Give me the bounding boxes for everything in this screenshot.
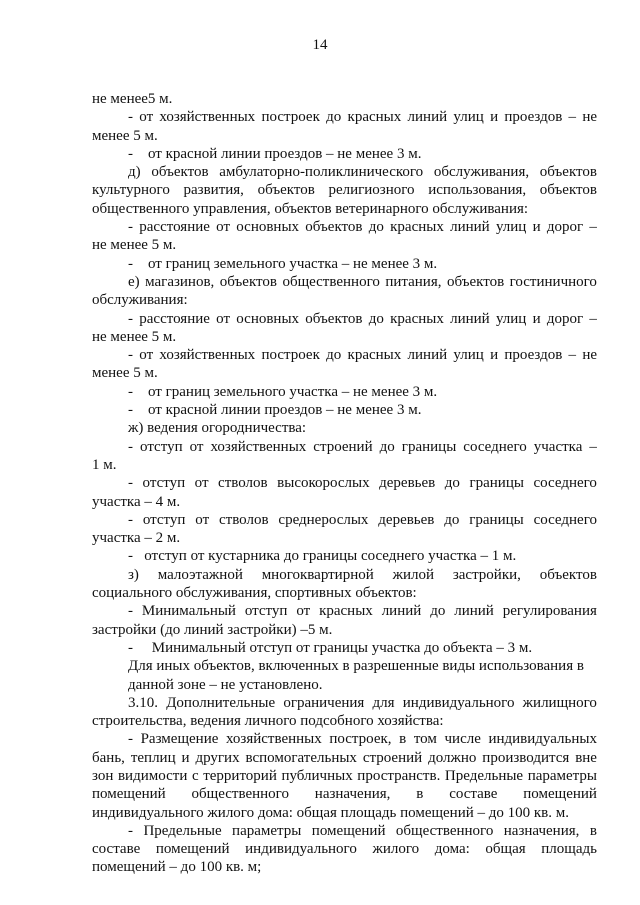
word: деревьев <box>378 511 435 528</box>
word: и <box>490 347 499 364</box>
word: от <box>139 109 154 126</box>
word: Предельные <box>444 767 524 784</box>
word: основных <box>236 219 300 236</box>
text-line: общественного управления, объектов ветеринарного обслуживания: <box>92 200 529 217</box>
word: линий <box>381 603 422 620</box>
text-line <box>92 163 597 181</box>
word: должно <box>428 749 477 766</box>
word: соседнего <box>533 475 597 492</box>
word: индивидуального <box>402 694 515 711</box>
text-line <box>92 310 597 328</box>
text-line <box>92 108 597 126</box>
text-line: индивидуального жилого дома: общая площадь помещений – до 100 кв. м. <box>92 804 570 821</box>
text-line <box>92 511 597 529</box>
word: в <box>399 731 407 748</box>
text-line: - Минимальный отступ от границы участка до объекта – 3 м. <box>128 639 533 656</box>
word: параметры <box>527 767 597 784</box>
word: ограничения <box>283 694 365 711</box>
word: культурного <box>92 182 170 199</box>
word: – <box>589 438 597 455</box>
word: объектов <box>151 164 209 181</box>
text-line: строительства, ведения личного подсобного хозяйства: <box>92 713 444 730</box>
word: питания, <box>385 273 442 290</box>
word: назначения, <box>314 786 391 803</box>
word: объектов <box>446 273 505 290</box>
text-line <box>92 694 597 712</box>
word: - <box>128 731 133 748</box>
word: соседнего <box>533 511 597 528</box>
word: - <box>128 219 133 236</box>
text-line <box>92 730 597 748</box>
word: 3.10. <box>128 694 158 711</box>
word: и <box>532 310 541 327</box>
word: объектов <box>539 182 597 199</box>
word: хозяйственных <box>225 731 322 748</box>
word: магазинов, <box>145 273 215 290</box>
word: для <box>372 694 395 711</box>
word: видимости <box>117 767 188 784</box>
word: общественного <box>282 273 380 290</box>
text-line: не менее 5 м. <box>92 237 177 254</box>
word: границы <box>469 475 524 492</box>
word: соседнего <box>463 438 527 455</box>
text-line: 1 м. <box>92 456 117 473</box>
text-line: - от границ земельного участка – не менее 3 м. <box>128 255 438 272</box>
word: объектов <box>539 566 597 583</box>
word: - <box>128 511 133 528</box>
word: до <box>368 219 384 236</box>
word: не <box>582 347 597 364</box>
page-number: 14 <box>312 37 328 53</box>
word: до <box>430 603 446 620</box>
text-line: не менее 5 м. <box>92 328 177 345</box>
word: расстояние <box>139 219 210 236</box>
text-line <box>92 273 597 291</box>
word: улиц <box>495 219 527 236</box>
word: от <box>195 511 210 528</box>
text-line: - от границ земельного участка – не менее 3 м. <box>128 383 438 400</box>
word: не <box>582 109 597 126</box>
word: от <box>139 347 154 364</box>
word: е) <box>128 273 140 290</box>
word: территорий <box>203 767 277 784</box>
word: границы <box>401 438 457 455</box>
word: расстояние <box>139 310 210 327</box>
text-line <box>92 346 597 364</box>
word: построек <box>261 109 320 126</box>
text-line: участка – 4 м. <box>92 493 181 510</box>
word: до <box>326 109 342 126</box>
word: - <box>128 109 133 126</box>
word: многоквартирной <box>261 566 374 583</box>
word: Размещение <box>140 731 219 748</box>
word: стволов <box>218 511 269 528</box>
word: красных <box>347 347 402 364</box>
word: обслуживания, <box>433 164 530 181</box>
word: - <box>128 822 133 839</box>
word: в <box>589 822 597 839</box>
text-line <box>92 785 597 803</box>
text-line: социального обслуживания, спортивных объектов: <box>92 585 417 602</box>
word: производится <box>482 749 570 766</box>
word: развития, <box>183 182 244 199</box>
word: отступ <box>142 475 186 492</box>
text-line: не менее5 м. <box>92 91 173 107</box>
word: – <box>568 347 577 364</box>
word: общественного <box>191 786 289 803</box>
word: улиц <box>453 109 484 126</box>
word: помещений <box>523 786 597 803</box>
word: - <box>128 475 133 492</box>
word: общественного <box>395 822 494 839</box>
word: и <box>490 109 499 126</box>
word: и <box>532 219 541 236</box>
word: - <box>128 310 133 327</box>
word: зон <box>92 767 114 784</box>
word: индивидуальных <box>488 731 597 748</box>
word: жилого <box>372 841 420 858</box>
text-line <box>92 749 597 767</box>
word: до <box>326 347 342 364</box>
word: проездов <box>504 109 563 126</box>
word: - <box>128 438 133 455</box>
word: Минимальный <box>141 603 236 620</box>
word: назначения, <box>503 822 580 839</box>
text-line: ж) ведения огородничества: <box>128 420 307 437</box>
word: участка <box>533 438 583 455</box>
word: том <box>413 731 437 748</box>
word: составе <box>449 786 498 803</box>
word: отступ <box>140 438 183 455</box>
word: хозяйственных <box>159 109 256 126</box>
word: линий <box>407 347 448 364</box>
word: - <box>128 347 133 364</box>
word: Дополнительные <box>166 694 276 711</box>
word: основных <box>236 310 300 327</box>
word: до <box>368 310 384 327</box>
word: других <box>195 749 240 766</box>
text-line <box>92 767 597 785</box>
text-line <box>92 566 597 584</box>
word: з) <box>128 566 139 583</box>
word: – <box>589 219 597 236</box>
text-line <box>92 181 597 199</box>
word: улиц <box>453 347 484 364</box>
word: от <box>189 438 204 455</box>
word: от <box>216 310 231 327</box>
word: использования, <box>428 182 527 199</box>
word: до <box>444 511 460 528</box>
word: объектов <box>219 273 277 290</box>
text-line <box>92 438 597 456</box>
word: застройки, <box>452 566 521 583</box>
word: объектов <box>305 310 363 327</box>
text-line <box>92 474 597 492</box>
word: дорог <box>546 310 584 327</box>
text-line: - от красной линии проездов – не менее 3 м. <box>128 145 422 162</box>
word: малоэтажной <box>157 566 243 583</box>
word: строений <box>362 749 423 766</box>
word: от <box>296 603 311 620</box>
word: пространств. <box>357 767 441 784</box>
word: границы <box>469 511 524 528</box>
document-body <box>92 90 597 877</box>
word: красных <box>347 109 402 126</box>
text-line: данной зоне – не установлено. <box>128 676 323 693</box>
word: – <box>568 109 577 126</box>
word: вспомогательных <box>245 749 357 766</box>
text-line: помещений – до 100 кв. м; <box>92 859 262 876</box>
word: помещений <box>311 822 386 839</box>
word: объектов <box>539 164 597 181</box>
text-line: застройки (до линий застройки) –5 м. <box>92 621 333 638</box>
word: – <box>589 310 597 327</box>
word: жилой <box>392 566 434 583</box>
word: публичных <box>281 767 353 784</box>
word: отступ <box>142 511 186 528</box>
word: среднерослых <box>278 511 369 528</box>
word: от <box>216 219 231 236</box>
word: с <box>191 767 199 784</box>
word: красных <box>319 603 373 620</box>
word: высокорослых <box>277 475 370 492</box>
word: д) <box>128 164 141 181</box>
word: построек, <box>329 731 392 748</box>
word: - <box>128 603 133 620</box>
word: амбулаторно-поликлинического <box>219 164 424 181</box>
word: улиц <box>495 310 527 327</box>
word: числе <box>444 731 481 748</box>
word: стволов <box>218 475 268 492</box>
word: параметры <box>232 822 302 839</box>
word: хозяйственных <box>159 347 256 364</box>
text-line: - от красной линии проездов – не менее 3 м. <box>128 402 422 419</box>
word: составе <box>92 841 141 858</box>
word: в <box>416 786 424 803</box>
word: хозяйственных <box>210 438 307 455</box>
word: гостиничного <box>509 273 597 290</box>
text-line: менее 5 м. <box>92 127 158 144</box>
word: общая <box>485 841 526 858</box>
word: от <box>194 475 209 492</box>
word: дома: <box>434 841 470 858</box>
word: красных <box>390 219 444 236</box>
word: помещений <box>155 841 230 858</box>
text-line: - отступ от кустарника до границы соседнего участка – 1 м. <box>128 548 517 565</box>
word: строений <box>313 438 373 455</box>
word: регулирования <box>502 603 597 620</box>
word: помещений <box>92 786 166 803</box>
word: объектов <box>257 182 315 199</box>
text-line <box>92 840 597 858</box>
word: линий <box>450 310 490 327</box>
text-line: менее 5 м. <box>92 365 158 382</box>
text-line: участка – 2 м. <box>92 530 181 547</box>
text-line <box>92 822 597 840</box>
word: линий <box>450 219 490 236</box>
word: жилищного <box>522 694 597 711</box>
word: объектов <box>305 219 363 236</box>
word: построек <box>261 347 320 364</box>
word: вне <box>575 749 597 766</box>
word: теплиц <box>130 749 176 766</box>
word: дорог <box>546 219 584 236</box>
word: проездов <box>504 347 563 364</box>
word: линий <box>407 109 448 126</box>
text-line <box>92 602 597 620</box>
word: деревьев <box>379 475 436 492</box>
word: бань, <box>92 749 125 766</box>
text-line: обслуживания: <box>92 292 188 309</box>
text-line: Для иных объектов, включенных в разрешенные виды использования в <box>128 658 584 675</box>
word: Предельные <box>143 822 222 839</box>
word: и <box>181 749 190 766</box>
word: отступ <box>244 603 288 620</box>
text-line <box>92 218 597 236</box>
word: до <box>444 475 460 492</box>
word: до <box>379 438 395 455</box>
word: индивидуального <box>245 841 357 858</box>
word: площадь <box>541 841 597 858</box>
word: линий <box>454 603 494 620</box>
word: религиозного <box>328 182 415 199</box>
word: красных <box>390 310 444 327</box>
